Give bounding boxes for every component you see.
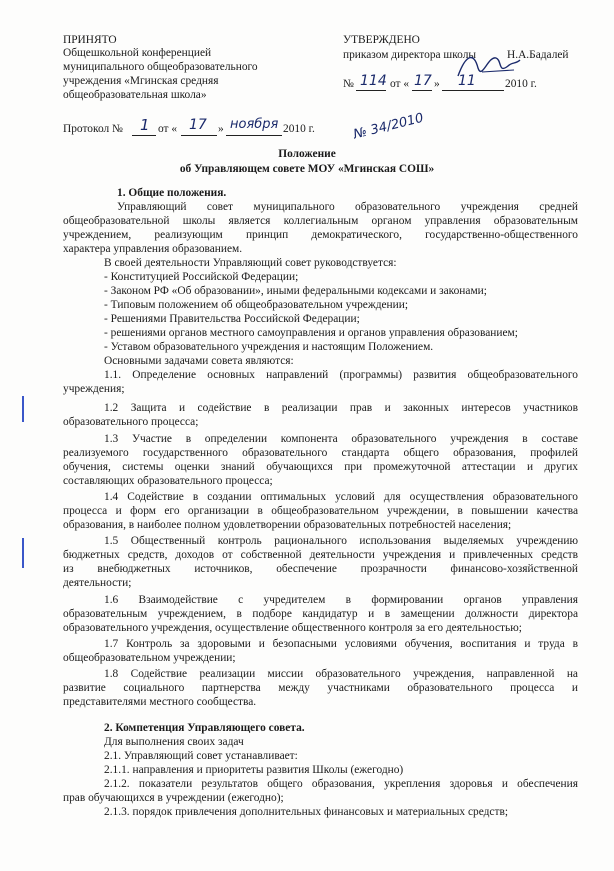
task-1-8-line: 1.8 Содействие реализации миссии образовательного учреждения, направленной на bbox=[104, 668, 578, 680]
order-number-handwritten: 114 bbox=[360, 73, 387, 89]
director-name: Н.А.Бадалей bbox=[507, 49, 569, 61]
order-day-underline bbox=[412, 90, 432, 91]
order-day-handwritten: 17 bbox=[414, 73, 432, 89]
task-1-4-line: 1.4 Содействие в создании оптимальных условий для осуществления образовательного bbox=[104, 491, 578, 503]
guide-item: - Решениями Правительства Российской Федерации; bbox=[104, 313, 360, 325]
approved-from: от « bbox=[390, 78, 410, 90]
task-1-5-line: из внебюджетных источников, обеспечение прозрачности финансово-хозяйственной bbox=[63, 563, 578, 575]
guide-item: - Уставом образовательного учреждения и настоящим Положением. bbox=[104, 341, 434, 353]
protocol-number-handwritten: 1 bbox=[140, 116, 150, 134]
guide-intro: В своей деятельности Управляющий совет руководствуется: bbox=[104, 257, 397, 269]
section-2-1-3: 2.1.3. порядок привлечения дополнительных финансовых и материальных средств; bbox=[104, 806, 508, 818]
protocol-from: от « bbox=[158, 123, 178, 135]
approved-num-prefix: № bbox=[343, 78, 354, 90]
paragraph-line: учреждением, реализующим принцип демократического, государственно-общественного bbox=[63, 229, 578, 241]
protocol-prefix: Протокол № bbox=[63, 123, 123, 135]
order-month-underline bbox=[442, 90, 504, 91]
section-1-heading: 1. Общие положения. bbox=[117, 187, 227, 199]
protocol-month-handwritten: ноября bbox=[230, 117, 279, 132]
protocol-close-quote: » bbox=[218, 123, 224, 135]
guide-item: - решениями органов местного самоуправления и органов управления образованием; bbox=[104, 327, 518, 339]
protocol-number-underline bbox=[132, 135, 156, 136]
task-1-6-line: образовательным учреждением, в подборе кандидатур и в замещении должности директора bbox=[63, 608, 578, 620]
paragraph-line: общеобразовательной школы является коллегиальным органом управления образовательным bbox=[63, 215, 578, 227]
accepted-line-2: Общешкольной конференцией bbox=[63, 47, 212, 59]
task-1-3-line: обучения, системы оценки знаний обучающихся при промежуточной аттестации и других bbox=[63, 461, 578, 473]
task-1-1-line: 1.1. Определение основных направлений (программы) развития общеобразовательного bbox=[104, 369, 578, 381]
approved-close-quote: » bbox=[434, 78, 440, 90]
protocol-year: 2010 г. bbox=[283, 123, 315, 135]
task-1-2-line: 1.2 Защита и содействие в реализации прав и законных интересов участников bbox=[104, 402, 578, 414]
margin-mark bbox=[22, 538, 24, 568]
accepted-line-5: общеобразовательная школа» bbox=[63, 89, 207, 101]
section-2-1: 2.1. Управляющий совет устанавливает: bbox=[104, 750, 298, 762]
order-month-handwritten: 11 bbox=[458, 73, 476, 89]
order-number-underline bbox=[356, 90, 386, 91]
guide-item: - Конституцией Российской Федерации; bbox=[104, 271, 299, 283]
approved-label: УТВЕРЖДЕНО bbox=[343, 34, 420, 46]
task-1-3-line: 1.3 Участие в определении компонента образовательного учреждения в составе bbox=[104, 433, 578, 445]
task-1-3-line: реализуемого государственного образовательного стандарта общего образования, профилей bbox=[63, 447, 578, 459]
section-2-heading: 2. Компетенция Управляющего совета. bbox=[104, 722, 305, 734]
task-1-8-line: развитие социального партнерства между участниками образовательного процесса и bbox=[63, 682, 578, 694]
task-1-1-line: учреждения; bbox=[63, 383, 125, 395]
task-1-6-line: 1.6 Взаимодействие с учредителем в формировании органов управления bbox=[104, 594, 578, 606]
accepted-label: ПРИНЯТО bbox=[63, 34, 117, 46]
margin-mark bbox=[22, 396, 24, 422]
task-1-5-line: деятельности; bbox=[63, 577, 132, 589]
protocol-day-underline bbox=[181, 135, 217, 136]
accepted-line-3: муниципального общеобразовательного bbox=[63, 61, 258, 73]
task-1-3-line: составляющих образовательного процесса; bbox=[63, 475, 273, 487]
task-1-7-line: 1.7 Контроль за здоровыми и безопасными условиями обучения, воспитания и труда в bbox=[104, 638, 578, 650]
task-1-5-line: 1.5 Общественный контроль рационального использования выделяемых учреждению bbox=[104, 535, 578, 547]
task-1-5-line: бюджетных средств, доходов от собственной деятельности учреждения и привлеченных средств bbox=[63, 549, 578, 561]
task-1-6-line: образовательного учреждения, осуществление общественного контроля за его деятельностью; bbox=[63, 622, 522, 634]
task-1-7-line: общеобразовательном учреждении; bbox=[63, 652, 236, 664]
registration-number-handwritten: № 34/2010 bbox=[352, 110, 426, 143]
tasks-intro: Основными задачами совета являются: bbox=[104, 355, 294, 367]
document-title: Положение bbox=[278, 148, 336, 160]
approved-order-line: приказом директора школы bbox=[343, 49, 477, 61]
guide-item: - Типовым положением об общеобразовательном учреждении; bbox=[104, 299, 409, 311]
paragraph-line: характера управления образованием. bbox=[63, 243, 243, 255]
guide-item: - Законом РФ «Об образовании», иными федеральными кодексами и законами; bbox=[104, 285, 487, 297]
approved-year: 2010 г. bbox=[505, 78, 537, 90]
paragraph-line: Управляющий совет муниципального образовательного учреждения средней bbox=[117, 201, 578, 213]
section-2-1-1: 2.1.1. направления и приоритеты развития Школы (ежегодно) bbox=[104, 764, 404, 776]
document-subtitle: об Управляющем совете МОУ «Мгинская СОШ» bbox=[179, 163, 435, 175]
protocol-month-underline bbox=[226, 135, 282, 136]
section-2-1-2-line: прав обучающихся в учреждении (ежегодно); bbox=[63, 792, 284, 804]
section-2-1-2-line: 2.1.2. показатели результатов общего образования, укрепления здоровья и обеспечения bbox=[104, 778, 578, 790]
accepted-line-4: учреждения «Мгинская средняя bbox=[63, 75, 219, 87]
task-1-2-line: образовательного процесса; bbox=[63, 416, 199, 428]
section-2-intro: Для выполнения своих задач bbox=[104, 736, 244, 748]
protocol-day-handwritten: 17 bbox=[189, 117, 207, 133]
task-1-4-line: процесса и форм его организации в общеобразовательном учреждении, в повышении качества bbox=[63, 505, 578, 517]
task-1-4-line: образования, в наиболее полном удовлетворении образовательных потребностей населения; bbox=[63, 519, 512, 531]
task-1-8-line: представителями местного сообщества. bbox=[63, 696, 257, 708]
